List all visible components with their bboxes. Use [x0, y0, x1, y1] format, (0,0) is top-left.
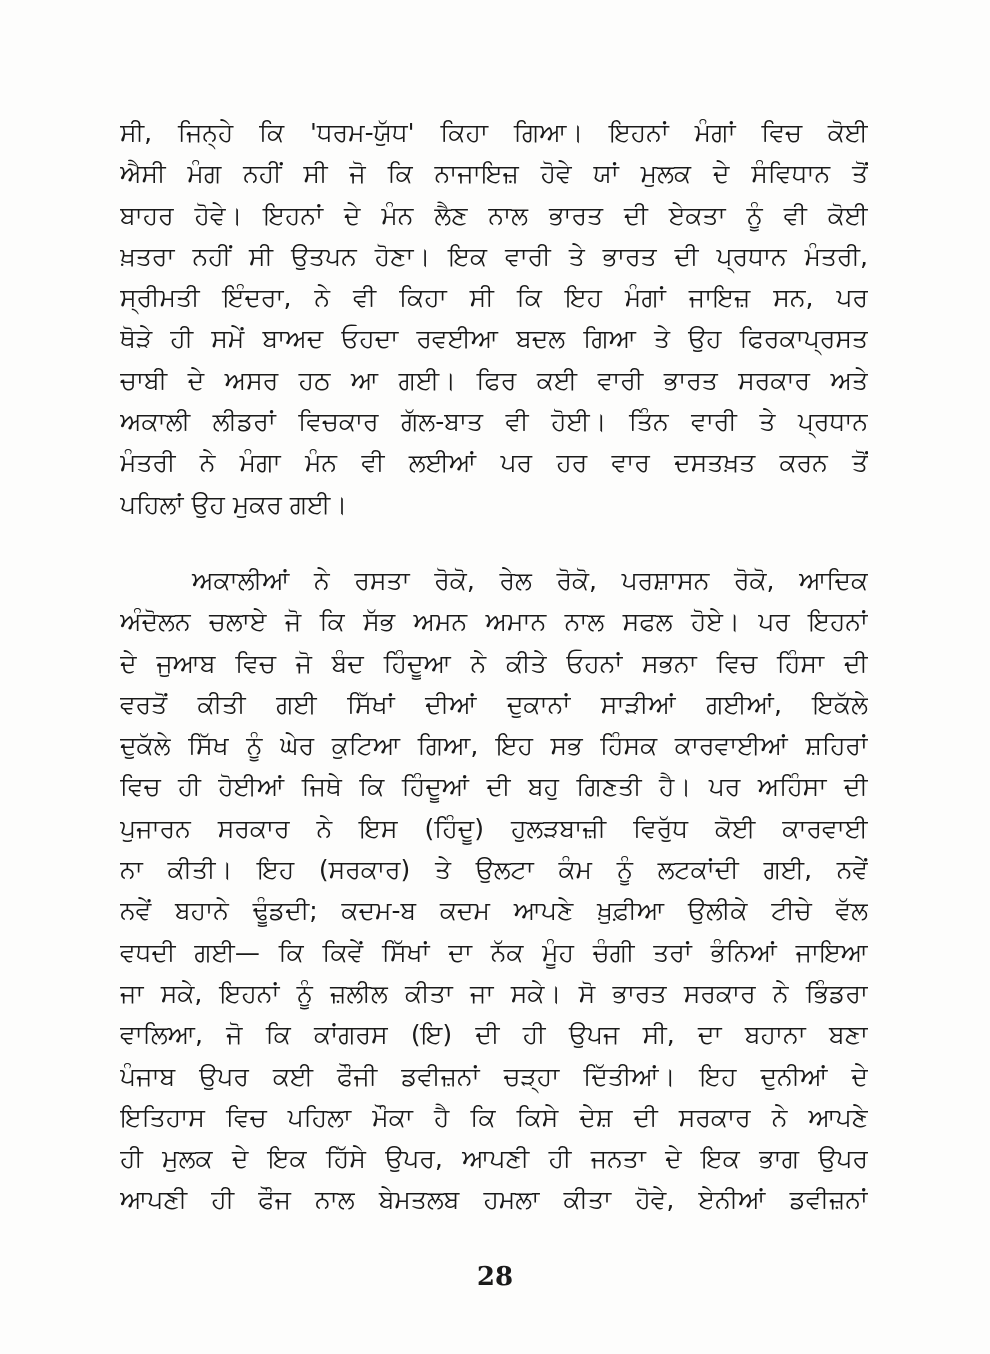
text-line: ਮੰਤਰੀ ਨੇ ਮੰਗਾ ਮੰਨ ਵੀ ਲਈਆਂ ਪਰ ਹਰ ਵਾਰ ਦਸਤਖ਼ਤ ਕਰਨ ਤੋਂ [120, 448, 868, 478]
text-line: ਪੰਜਾਬ ਉਪਰ ਕਈ ਫੌਜੀ ਡਵੀਜ਼ਨਾਂ ਚੜ੍ਹਾ ਦਿੱਤੀਆਂ। ਇਹ ਦੁਨੀਆਂ ਦੇ [120, 1061, 868, 1091]
paragraph-1 [120, 112, 868, 525]
text-line: ਜਾ ਸਕੇ, ਇਹਨਾਂ ਨੂੰ ਜ਼ਲੀਲ ਕੀਤਾ ਜਾ ਸਕੇ। ਸੋ ਭਾਰਤ ਸਰਕਾਰ ਨੇ ਭਿੰਡਰਾ [120, 978, 868, 1008]
text-line: ਥੋੜੇ ਹੀ ਸਮੇਂ ਬਾਅਦ ਓਹਦਾ ਰਵਈਆ ਬਦਲ ਗਿਆ ਤੇ ਉਹ ਫਿਰਕਾਪ੍ਰਸਤ [120, 324, 868, 354]
text-line: ਆਪਣੀ ਹੀ ਫੌਜ ਨਾਲ ਬੇਮਤਲਬ ਹਮਲਾ ਕੀਤਾ ਹੋਵੇ, ਏਨੀਆਂ ਡਵੀਜ਼ਨਾਂ [120, 1185, 868, 1215]
text-line: ਨਾ ਕੀਤੀ। ਇਹ (ਸਰਕਾਰ) ਤੇ ਉਲਟਾ ਕੰਮ ਨੂੰ ਲਟਕਾਂਦੀ ਗਈ, ਨਵੇਂ [120, 855, 868, 885]
page-number: 28 [476, 1262, 514, 1292]
paragraph-2 [120, 560, 868, 1221]
text-line: ਪੁਜਾਰਨ ਸਰਕਾਰ ਨੇ ਇਸ (ਹਿੰਦੂ) ਹੁਲੜਬਾਜ਼ੀ ਵਿਰੁੱਧ ਕੋਈ ਕਾਰਵਾਈ [120, 813, 868, 843]
text-line: ਹੀ ਮੁਲਕ ਦੇ ਇਕ ਹਿੱਸੇ ਉਪਰ, ਆਪਣੀ ਹੀ ਜਨਤਾ ਦੇ ਇਕ ਭਾਗ ਉਪਰ [120, 1144, 868, 1174]
text-line: ਇਤਿਹਾਸ ਵਿਚ ਪਹਿਲਾ ਮੌਕਾ ਹੈ ਕਿ ਕਿਸੇ ਦੇਸ਼ ਦੀ ਸਰਕਾਰ ਨੇ ਆਪਣੇ [120, 1102, 868, 1132]
text-line: ਐਸੀ ਮੰਗ ਨਹੀਂ ਸੀ ਜੋ ਕਿ ਨਾਜਾਇਜ਼ ਹੋਵੇ ਯਾਂ ਮੁਲਕ ਦੇ ਸੰਵਿਧਾਨ ਤੋਂ [120, 159, 868, 189]
text-line: ਵਾਲਿਆ, ਜੋ ਕਿ ਕਾਂਗਰਸ (ਇ) ਦੀ ਹੀ ਉਪਜ ਸੀ, ਦਾ ਬਹਾਨਾ ਬਣਾ [120, 1020, 868, 1050]
text-line: ਖ਼ਤਰਾ ਨਹੀਂ ਸੀ ਉਤਪਨ ਹੋਣਾ। ਇਕ ਵਾਰੀ ਤੇ ਭਾਰਤ ਦੀ ਪ੍ਰਧਾਨ ਮੰਤਰੀ, [120, 241, 868, 271]
text-line: ਵਿਚ ਹੀ ਹੋਈਆਂ ਜਿਥੇ ਕਿ ਹਿੰਦੂਆਂ ਦੀ ਬਹੁ ਗਿਣਤੀ ਹੈ। ਪਰ ਅਹਿੰਸਾ ਦੀ [120, 772, 868, 802]
text-line: ਅੰਦੋਲਨ ਚਲਾਏ ਜੋ ਕਿ ਸੱਭ ਅਮਨ ਅਮਾਨ ਨਾਲ ਸਫਲ ਹੋਏ। ਪਰ ਇਹਨਾਂ [120, 607, 868, 637]
text-line: ਅਕਾਲੀ ਲੀਡਰਾਂ ਵਿਚਕਾਰ ਗੱਲ-ਬਾਤ ਵੀ ਹੋਈ। ਤਿੰਨ ਵਾਰੀ ਤੇ ਪ੍ਰਧਾਨ [120, 407, 868, 437]
text-line: ਸੀ, ਜਿਨ੍ਹੇ ਕਿ 'ਧਰਮ-ਯੁੱਧ' ਕਿਹਾ ਗਿਆ। ਇਹਨਾਂ ਮੰਗਾਂ ਵਿਚ ਕੋਈ [120, 118, 868, 147]
text-line: ਨਵੇਂ ਬਹਾਨੇ ਢੂੰਡਦੀ; ਕਦਮ-ਬ ਕਦਮ ਆਪਣੇ ਖ਼ੁਫ਼ੀਆ ਉਲੀਕੇ ਟੀਚੇ ਵੱਲ [120, 896, 868, 926]
text-line: ਸ੍ਰੀਮਤੀ ਇੰਦਰਾ, ਨੇ ਵੀ ਕਿਹਾ ਸੀ ਕਿ ਇਹ ਮੰਗਾਂ ਜਾਇਜ਼ ਸਨ, ਪਰ [120, 283, 868, 313]
text-line: ਅਕਾਲੀਆਂ ਨੇ ਰਸਤਾ ਰੋਕੋ, ਰੇਲ ਰੋਕੋ, ਪਰਸ਼ਾਸਨ ਰੋਕੋ, ਆਦਿਕ [192, 566, 868, 595]
text-line: ਵਰਤੋਂ ਕੀਤੀ ਗਈ ਸਿੱਖਾਂ ਦੀਆਂ ਦੁਕਾਨਾਂ ਸਾੜੀਆਂ ਗਈਆਂ, ਇਕੱਲੇ [120, 689, 868, 719]
text-line: ਦੇ ਜੁਆਬ ਵਿਚ ਜੋ ਬੰਦ ਹਿੰਦੂਆ ਨੇ ਕੀਤੇ ਓਹਨਾਂ ਸਭਨਾ ਵਿਚ ਹਿੰਸਾ ਦੀ [120, 648, 868, 678]
text-line: ਪਹਿਲਾਂ ਉਹ ਮੁਕਰ ਗਈ। [120, 489, 348, 519]
text-line: ਚਾਬੀ ਦੇ ਅਸਰ ਹਠ ਆ ਗਈ। ਫਿਰ ਕਈ ਵਾਰੀ ਭਾਰਤ ਸਰਕਾਰ ਅਤੇ [120, 365, 868, 395]
text-line: ਬਾਹਰ ਹੋਵੇ। ਇਹਨਾਂ ਦੇ ਮੰਨ ਲੈਣ ਨਾਲ ਭਾਰਤ ਦੀ ਏਕਤਾ ਨੂੰ ਵੀ ਕੋਈ [120, 200, 868, 230]
text-line: ਦੁਕੱਲੇ ਸਿੱਖ ਨੂੰ ਘੇਰ ਕੁਟਿਆ ਗਿਆ, ਇਹ ਸਭ ਹਿੰਸਕ ਕਾਰਵਾਈਆਂ ਸ਼ਹਿਰਾਂ [120, 731, 868, 761]
text-line: ਵਧਦੀ ਗਈ— ਕਿ ਕਿਵੇਂ ਸਿੱਖਾਂ ਦਾ ਨੱਕ ਮੂੰਹ ਚੰਗੀ ਤਰਾਂ ਭੰਨਿਆਂ ਜਾਇਆ [120, 937, 868, 967]
